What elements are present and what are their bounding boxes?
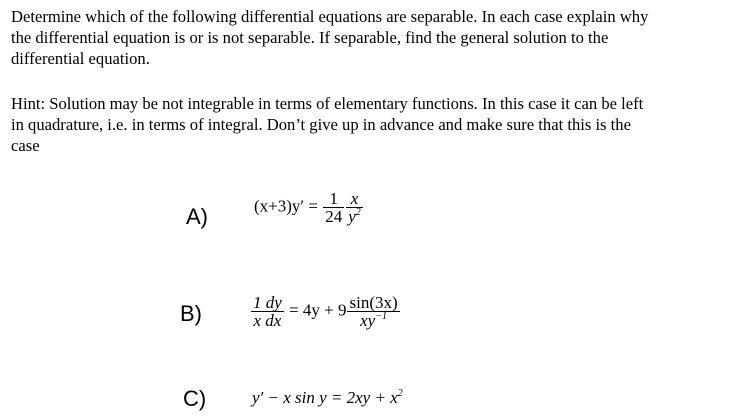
fraction-denominator: x dx — [253, 311, 282, 330]
fraction-denominator — [347, 312, 399, 329]
equation-text: y′ − x sin y = 2xy + x — [252, 388, 398, 407]
instructions-line: Determine which of the following differential equations are separable. In each case explain why — [11, 7, 649, 26]
exponent: −1 — [375, 311, 387, 322]
fraction-numerator: x — [346, 190, 363, 208]
exponent: 2 — [397, 388, 403, 399]
fraction-denominator — [346, 208, 363, 225]
fraction-numerator: 1 dy — [253, 293, 282, 312]
problem-a-equation — [254, 190, 364, 225]
fraction — [346, 190, 363, 225]
instructions-line: differential equation. — [11, 49, 150, 68]
problem-a-label: A) — [186, 204, 208, 229]
fraction — [347, 294, 399, 329]
instructions-line: the differential equation is or is not separable. If separable, find the general solution to the — [11, 28, 609, 47]
fraction — [251, 294, 284, 329]
hint-line: Hint: Solution may be not integrable in terms of elementary functions. In this case it can be left — [11, 94, 644, 113]
problem-b-equation — [250, 294, 401, 329]
equation-middle: = 4y + 9 — [289, 300, 347, 320]
problem-c-label: C) — [183, 386, 207, 411]
fraction-numerator: 1 — [323, 190, 344, 208]
hint-line: case — [11, 136, 40, 155]
equation-lhs: (x+3)y′ = — [254, 196, 318, 216]
fraction-denominator: 24 — [325, 207, 343, 226]
hint-line: in quadrature, i.e. in terms of integral. Don’t give up in advance and make sure that this is the — [11, 115, 631, 134]
fraction-numerator: sin(3x) — [349, 293, 398, 312]
instructions-paragraph — [11, 6, 648, 69]
exponent: 2 — [355, 207, 361, 218]
hint-paragraph — [11, 93, 643, 156]
fraction — [323, 190, 344, 225]
problem-b-label: B) — [180, 301, 202, 326]
denominator-base: y — [348, 207, 356, 226]
denominator-base: xy — [360, 311, 376, 330]
problem-c-equation — [252, 388, 403, 408]
